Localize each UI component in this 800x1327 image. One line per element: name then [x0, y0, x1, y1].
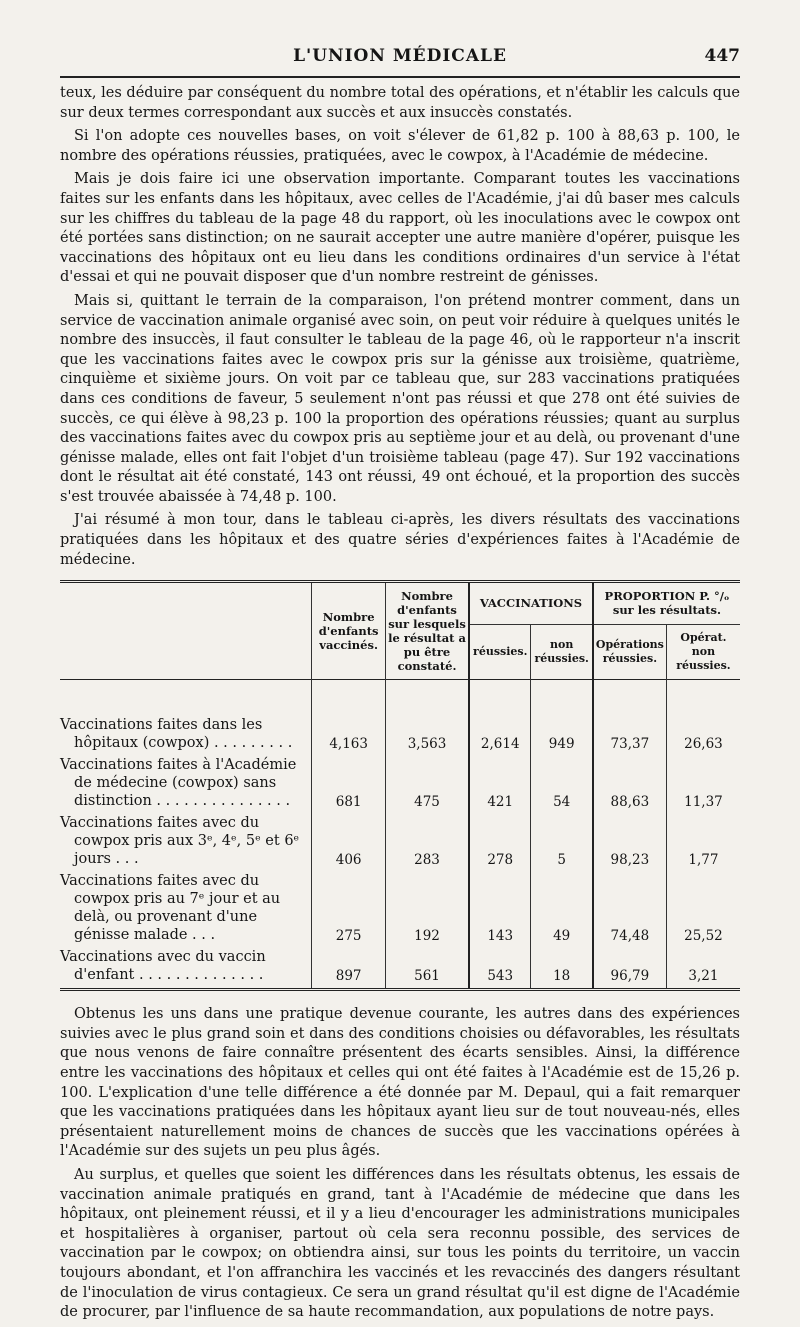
- row-label: Vaccinations faites dans les hôpitaux (cowpox) . . . . . . . . .: [60, 717, 293, 752]
- cell-vaccines: 275: [312, 872, 386, 948]
- paragraph: Au surplus, et quelles que soient les différences dans les résultats obtenus, les essais de vaccination animale pratiqués en grand, tant à l'Académie de médecine que dans les hôpitaux, ont pleinement réussi, et il y a lieu d'encourager les administrations municipales et hospitalières à organiser, partout où cela sera reconnu possible, des services de vaccination par le cowpox; on obtiendra ainsi, sur tous les points du territoire, un vaccin toujours abondant, et l'on affranchira les vaccinés et les revaccinés des dangers résultant de l'inoculation de virus contagieux. Ce sera un grand résultat qu'il est digne de l'Académie de procurer, par l'influence de sa haute recommandation, aux populations de notre pays.: [60, 1167, 740, 1321]
- label-header: [60, 583, 312, 680]
- paragraph: Obtenus les uns dans une pratique devenue courante, les autres dans des expériences suivies avec le plus grand soin et dans des conditions choisies ou défavorables, les résultats que nous venons de faire connaître présentent des écarts sensibles. Ainsi, la différence entre les vaccinations des hôpitaux et celles qui ont été faites à l'Académie est de 15,26 p. 100. L'explication d'une telle différence a été donnée par M. Depaul, qui a fait remarquer que les vaccinations pratiquées dans les hôpitaux ayant lieu sur de tout nouveau-nés, elles présentaient naturellement moins de chances de succès que les vaccinations opérées à l'Académie sur des sujets un peu plus âgés.: [60, 1006, 740, 1160]
- row-label: Vaccinations faites à l'Académie de médecine (cowpox) sans distinction . . . . . . . . . . . . . . .: [60, 757, 297, 810]
- cell-reussies: 278: [469, 814, 531, 872]
- cell-reussies: 421: [469, 756, 531, 814]
- table-row: [60, 872, 740, 948]
- header-reussies: réussies.: [469, 624, 531, 680]
- cell-constate: 475: [386, 756, 470, 814]
- cell-pct-reussies: 88,63: [593, 756, 666, 814]
- cell-non-reussies: 949: [531, 680, 593, 757]
- cell-reussies: 143: [469, 872, 531, 948]
- page-number: 447: [704, 46, 740, 66]
- cell-reussies: 543: [469, 948, 531, 988]
- journal-title: L'UNION MÉDICALE: [293, 46, 507, 66]
- header-proportion: PROPORTION P. °/ₒ sur les résultats.: [593, 583, 740, 624]
- paragraph: J'ai résumé à mon tour, dans le tableau ci-après, les divers résultats des vaccinations pratiquées dans les hôpitaux et des quatre séries d'expériences faites à l'Académie de médecine.: [60, 512, 740, 568]
- cell-pct-non-reussies: 26,63: [666, 680, 740, 757]
- header-non-reussies: non réussies.: [531, 624, 593, 680]
- row-label: Vaccinations avec du vaccin d'enfant . . . . . . . . . . . . . .: [60, 949, 266, 984]
- cell-pct-non-reussies: 11,37: [666, 756, 740, 814]
- cell-non-reussies: 49: [531, 872, 593, 948]
- page-header: [60, 40, 740, 74]
- cell-non-reussies: 18: [531, 948, 593, 988]
- cell-constate: 561: [386, 948, 470, 988]
- paragraph: Mais si, quittant le terrain de la comparaison, l'on prétend montrer comment, dans un service de vaccination animale organisé avec soin, on peut voir réduire à quelques unités le nombre des insuccès, il faut consulter le tableau de la page 46, où le rapporteur n'a inscrit que les vaccinations faites avec le cowpox pris sur la génisse aux troisième, quatrième, cinquième et sixième jours. On voit par ce tableau que, sur 283 vaccinations pratiquées dans ces conditions de faveur, 5 seulement n'ont pas réussi et que 278 ont été suivies de succès, ce qui élève à 98,23 p. 100 la proportion des opérations réussies; quant au surplus des vaccinations faites avec du cowpox pris au septième jour et au delà, ou provenant d'une génisse malade, elles ont fait l'objet d'un troisième tableau (page 47). Sur 192 vaccinations dont le résultat ait été constaté, 143 ont réussi, 49 ont échoué, et la proportion des succès s'est trouvée abaissée à 74,48 p. 100.: [60, 292, 740, 505]
- header-vaccinations: VACCINATIONS: [469, 583, 593, 624]
- paragraph: Si l'on adopte ces nouvelles bases, on voit s'élever de 61,82 p. 100 à 88,63 p. 100, le nombre des opérations réussies, pratiquées, avec le cowpox, à l'Académie de médecine.: [60, 128, 740, 164]
- cell-vaccines: 406: [312, 814, 386, 872]
- cell-constate: 192: [386, 872, 470, 948]
- header-rule: [60, 76, 740, 78]
- table-row: [60, 948, 740, 988]
- cell-vaccines: 4,163: [312, 680, 386, 757]
- body-text-bottom: [60, 1005, 740, 1323]
- cell-pct-non-reussies: 25,52: [666, 872, 740, 948]
- cell-pct-non-reussies: 1,77: [666, 814, 740, 872]
- cell-vaccines: 681: [312, 756, 386, 814]
- table-row: [60, 756, 740, 814]
- results-table: [60, 583, 740, 988]
- table-row: [60, 814, 740, 872]
- cell-pct-reussies: 98,23: [593, 814, 666, 872]
- results-table-wrapper: [60, 580, 740, 991]
- body-text-top: [60, 84, 740, 570]
- cell-reussies: 2,614: [469, 680, 531, 757]
- header-operations-reussies: Opérations réussies.: [593, 624, 666, 680]
- header-enfants-vaccines: Nombre d'enfants vaccinés.: [312, 583, 386, 680]
- cell-vaccines: 897: [312, 948, 386, 988]
- cell-non-reussies: 5: [531, 814, 593, 872]
- cell-pct-reussies: 73,37: [593, 680, 666, 757]
- cell-pct-reussies: 74,48: [593, 872, 666, 948]
- cell-pct-non-reussies: 3,21: [666, 948, 740, 988]
- cell-constate: 3,563: [386, 680, 470, 757]
- header-enfants-constate: Nombre d'enfants sur lesquels le résultat a pu être constaté.: [386, 583, 470, 680]
- paragraph: teux, les déduire par conséquent du nombre total des opérations, et n'établir les calculs que sur deux termes correspondant aux succès et aux insuccès constatés.: [60, 85, 740, 121]
- header-operat-non-reussies: Opérat. non réussies.: [666, 624, 740, 680]
- page: [60, 40, 740, 1327]
- row-label: Vaccinations faites avec du cowpox pris aux 3ᵉ, 4ᵉ, 5ᵉ et 6ᵉ jours . . .: [60, 815, 300, 868]
- paragraph: Mais je dois faire ici une observation importante. Comparant toutes les vaccinations faites sur les enfants dans les hôpitaux, avec celles de l'Académie, j'ai dû baser mes calculs sur les chiffres du tableau de la page 48 du rapport, où les inoculations avec le cowpox ont été portées sans distinction; on ne saurait accepter une autre manière d'opérer, puisque les vaccinations des hôpitaux ont eu lieu dans les conditions ordinaires d'un service à l'état d'essai et qui ne pouvait disposer que d'un nombre restreint de génisses.: [60, 171, 740, 286]
- table-row: [60, 680, 740, 757]
- row-label: Vaccinations faites avec du cowpox pris au 7ᵉ jour et au delà, ou provenant d'une génisse malade . . .: [60, 873, 281, 944]
- cell-constate: 283: [386, 814, 470, 872]
- cell-pct-reussies: 96,79: [593, 948, 666, 988]
- cell-non-reussies: 54: [531, 756, 593, 814]
